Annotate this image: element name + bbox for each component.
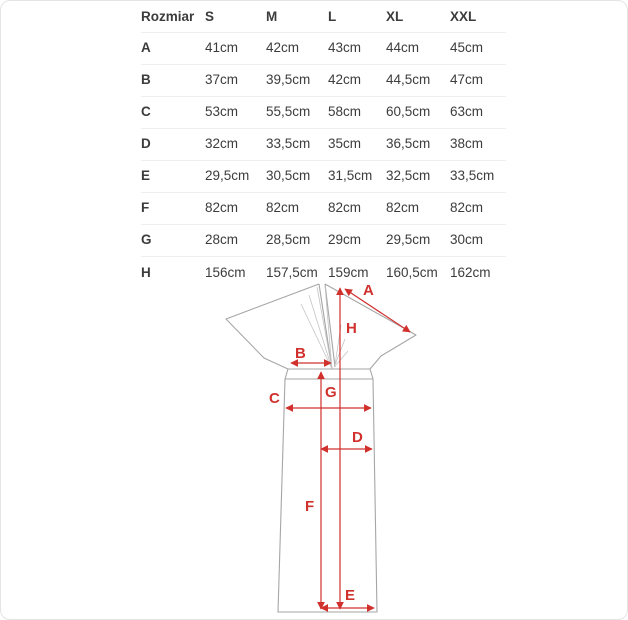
measure-label-a: A xyxy=(363,282,374,299)
cell: 41cm xyxy=(205,32,266,64)
column-header-xxl: XXL xyxy=(450,2,506,32)
cell: 160,5cm xyxy=(386,264,438,280)
measure-label-d: D xyxy=(352,429,363,446)
cell: 42cm xyxy=(328,64,386,96)
row-label: H xyxy=(141,264,151,280)
column-header-l: L xyxy=(328,2,386,32)
table-row xyxy=(141,192,506,224)
cell: 47cm xyxy=(450,64,506,96)
measure-label-h: H xyxy=(346,320,357,337)
cell: 29,5cm xyxy=(205,160,266,192)
cell: 28cm xyxy=(205,224,266,256)
table-row xyxy=(141,160,506,192)
table-row xyxy=(141,96,506,128)
cell: 82cm xyxy=(450,192,506,224)
measure-label-f: F xyxy=(305,498,315,515)
measurement-annotations xyxy=(269,282,410,609)
cell: 43cm xyxy=(328,32,386,64)
cell: 36,5cm xyxy=(386,128,450,160)
cell: 31,5cm xyxy=(328,160,386,192)
column-header-rozmiar: Rozmiar xyxy=(141,2,205,32)
row-label: D xyxy=(141,128,205,160)
row-label: F xyxy=(141,192,205,224)
row-label: E xyxy=(141,160,205,192)
cell: 82cm xyxy=(205,192,266,224)
cell: 37cm xyxy=(205,64,266,96)
cell: 159cm xyxy=(328,264,369,280)
row-label: C xyxy=(141,96,205,128)
measure-label-e: E xyxy=(345,587,356,604)
table-row xyxy=(141,128,506,160)
cell: 28,5cm xyxy=(266,224,328,256)
cell: 39,5cm xyxy=(266,64,328,96)
size-table xyxy=(141,2,506,288)
cell: 32cm xyxy=(205,128,266,160)
row-label: G xyxy=(141,224,205,256)
dress-fold-lines xyxy=(301,286,348,369)
column-header-m: M xyxy=(266,2,328,32)
cell: 38cm xyxy=(450,128,506,160)
cell: 157,5cm xyxy=(266,264,318,280)
cell: 30,5cm xyxy=(266,160,328,192)
column-header-xl: XL xyxy=(386,2,450,32)
measure-label-c: C xyxy=(269,390,280,407)
row-label: A xyxy=(141,32,205,64)
measure-label-g: G xyxy=(325,384,337,401)
measure-label-b: B xyxy=(295,345,306,362)
cell: 55,5cm xyxy=(266,96,328,128)
row-label: B xyxy=(141,64,205,96)
cell: 82cm xyxy=(266,192,328,224)
table-row xyxy=(141,32,506,64)
column-header-s: S xyxy=(205,2,266,32)
cell: 29,5cm xyxy=(386,224,450,256)
cell: 35cm xyxy=(328,128,386,160)
table-row xyxy=(141,224,506,256)
table-header-row xyxy=(141,2,506,32)
dress-measurement-diagram xyxy=(1,279,628,620)
cell: 30cm xyxy=(450,224,506,256)
cell: 156cm xyxy=(205,264,246,280)
table-row xyxy=(141,64,506,96)
cell: 44,5cm xyxy=(386,64,450,96)
cell: 42cm xyxy=(266,32,328,64)
cell: 29cm xyxy=(328,224,386,256)
cell: 82cm xyxy=(386,192,450,224)
cell: 33,5cm xyxy=(266,128,328,160)
cell: 32,5cm xyxy=(386,160,450,192)
cell: 63cm xyxy=(450,96,506,128)
cell: 53cm xyxy=(205,96,266,128)
cell: 45cm xyxy=(450,32,506,64)
cell: 60,5cm xyxy=(386,96,450,128)
cell: 33,5cm xyxy=(450,160,506,192)
cell: 44cm xyxy=(386,32,450,64)
cell: 58cm xyxy=(328,96,386,128)
cell: 82cm xyxy=(328,192,386,224)
cell: 162cm xyxy=(450,264,491,280)
